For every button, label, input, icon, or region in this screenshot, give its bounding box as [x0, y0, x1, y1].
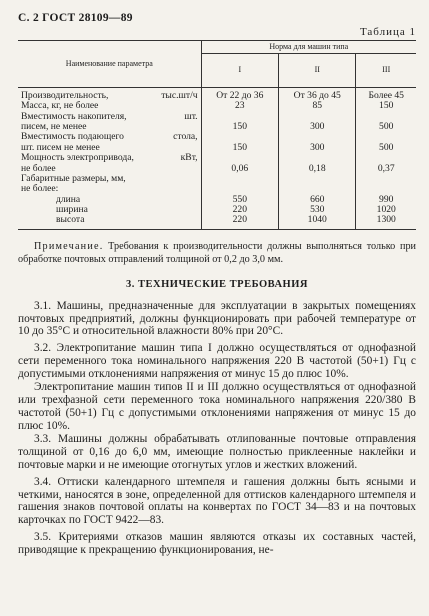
param-unit: тыс.шт/ч: [161, 90, 198, 101]
table-caption: Таблица 1: [359, 26, 416, 38]
value-cell-type-1: 220: [201, 215, 278, 229]
table-note: [18, 240, 416, 267]
paragraph: Электропитание машин типов II и III должно осуществляться от однофазной или трехфазной сети переменного тока номинального напряжения 220/380 В частотой (50+1) Гц с допустимыми отклонениями напряжения от минус 15 до плюс 10%.: [18, 381, 416, 432]
param-name: Производительность,: [21, 90, 109, 101]
norms-table: [18, 40, 416, 230]
value-cell-type-3: 150: [356, 101, 416, 111]
value-cell-type-2: 530: [279, 205, 356, 215]
note-label: Примечание.: [34, 240, 104, 252]
type-header-3: III: [356, 54, 416, 88]
value-cell-type-2: 85: [279, 101, 356, 111]
table-row: [18, 88, 416, 102]
value-cell-type-1: 23: [201, 101, 278, 111]
value-cell-type-2: 300: [279, 122, 356, 132]
value-cell-type-1: 150: [201, 122, 278, 132]
value-cell-type-3: 990: [356, 195, 416, 205]
param-cell: [18, 184, 201, 194]
value-cell-type-2: От 36 до 45: [279, 88, 356, 102]
param-name: Габаритные размеры, мм,: [21, 172, 126, 184]
param-name: длина: [56, 193, 81, 205]
group-column-header: Норма для машин типа: [201, 41, 416, 54]
table-row: [18, 215, 416, 229]
value-cell-type-3: [356, 174, 416, 184]
value-cell-type-1: 220: [201, 205, 278, 215]
value-cell-type-2: [279, 153, 356, 163]
value-cell-type-3: 500: [356, 122, 416, 132]
param-name: Вместимость накопителя,: [21, 110, 127, 122]
param-column-header: Наименование параметра: [18, 41, 201, 88]
value-cell-type-3: 0,37: [356, 164, 416, 174]
table-row: [18, 153, 416, 163]
value-cell-type-1: [201, 174, 278, 184]
value-cell-type-1: [201, 153, 278, 163]
value-cell-type-2: 1040: [279, 215, 356, 229]
param-name: Вместимость подающего: [21, 131, 124, 143]
param-name: высота: [56, 214, 85, 226]
param-unit: кВт,: [180, 152, 198, 164]
table-row: [18, 174, 416, 184]
value-cell-type-2: 660: [279, 195, 356, 205]
value-cell-type-3: 1020: [356, 205, 416, 215]
paragraph: 3.5. Критериями отказов машин являются отказы их составных частей, приводящие к прекращению функционирования, не-: [18, 530, 416, 556]
paragraph: 3.3. Машины должны обрабатывать отлипованные почтовые отправления толщиной от 0,16 до 6,0 мм, имеющие полностью приклеенные наклейки и почтовые марки и не имеющие отогнутых углов и жестких вложений.: [18, 433, 416, 471]
param-cell: [18, 88, 201, 102]
param-name: шт. писем не менее: [21, 141, 100, 153]
value-cell-type-1: От 22 до 36: [201, 88, 278, 102]
type-header-1: I: [201, 54, 278, 88]
note-text: Требования к производительности должны выполняться только при обработке почтовых отправлений толщиной от 0,2 до 3,0 мм.: [18, 240, 416, 266]
param-cell: [18, 205, 201, 215]
paragraph: 3.2. Электропитание машин типа I должно осуществляться от однофазной сети переменного тока номинального напряжения 220 В частотой (50+1) Гц с допустимыми отклонениями напряжения от минус 15 до плюс 10%.: [18, 342, 416, 380]
norms-table-body: [18, 88, 416, 230]
param-name: не более:: [21, 183, 59, 195]
value-cell-type-1: 150: [201, 143, 278, 153]
value-cell-type-3: 1300: [356, 215, 416, 229]
param-name: не более: [21, 162, 56, 174]
value-cell-type-3: [356, 153, 416, 163]
param-unit: шт.: [184, 110, 198, 122]
param-cell: [18, 215, 201, 229]
page-header: С. 2 ГОСТ 28109—89: [18, 12, 133, 24]
value-cell-type-3: Более 45: [356, 88, 416, 102]
value-cell-type-1: 0,06: [201, 164, 278, 174]
value-cell-type-2: 0,18: [279, 164, 356, 174]
param-name: Масса, кг, не более: [21, 100, 99, 112]
document-page: [18, 12, 416, 557]
param-name: Мощность электропривода,: [21, 152, 134, 164]
param-name: ширина: [56, 203, 88, 215]
param-unit: стола,: [173, 131, 198, 143]
paragraph: 3.4. Оттиски календарного штемпеля и гашения должны быть ясными и четкими, наносятся в зоне, определенной для оттисков календарного штемпеля и гашения знаков почтовой оплаты на конвертах по ГОСТ 34—83 и на почтовых карточках по ГОСТ 9422—83.: [18, 475, 416, 527]
paragraph: 3.1. Машины, предназначенные для эксплуатации в закрытых помещениях почтовых предприятий, должны функционировать при рабочей температуре от 10 до 35°С и относительной влажности 80% при 20°С.: [18, 299, 416, 338]
param-cell: [18, 195, 201, 205]
param-name: писем, не менее: [21, 121, 87, 133]
value-cell-type-2: [279, 174, 356, 184]
value-cell-type-2: 300: [279, 143, 356, 153]
section-title: 3. ТЕХНИЧЕСКИЕ ТРЕБОВАНИЯ: [126, 278, 308, 290]
type-header-2: II: [279, 54, 356, 88]
value-cell-type-1: 550: [201, 195, 278, 205]
value-cell-type-3: 500: [356, 143, 416, 153]
